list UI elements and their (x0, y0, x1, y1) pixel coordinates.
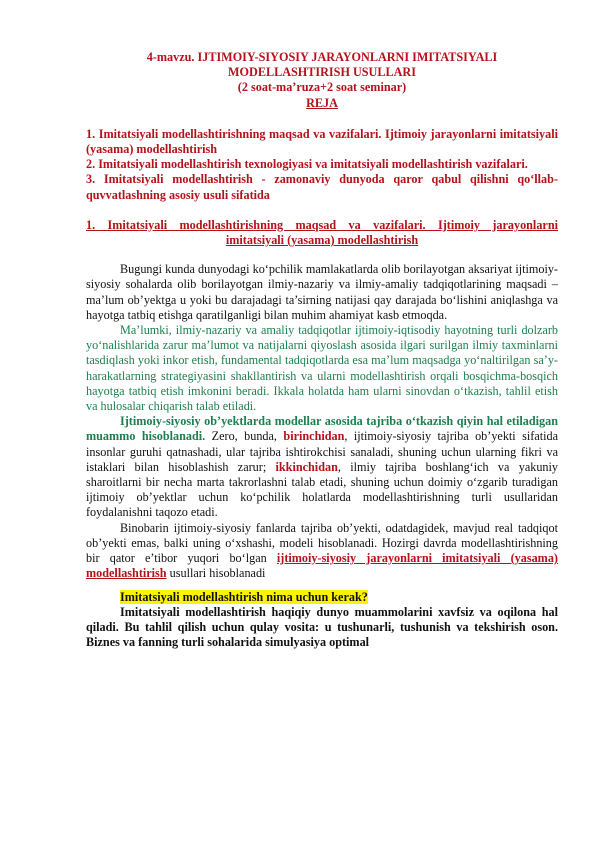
section-1-title-line1: 1. Imitatsiyali modellashtirishning maqsad va vazifalari. Ijtimoiy jarayonlarni (86, 217, 558, 232)
birinchidan-word: birinchidan (283, 429, 345, 444)
paragraph-5: Imitatsiyali modellashtirish haqiqiy dunyo muammolarini xavfsiz va oqilona hal qiladi. Bu tahlil qilish uchun qulay vosita: u tushunarli, tushunish va tekshirish oson. Biznes va fanning turli sohalarida simulyasiya optimal (86, 604, 558, 650)
highlight-block (120, 590, 558, 605)
paragraph-1: Bugungi kunda dunyodagi ko‘pchilik mamlakatlarda olib borilayotgan aksariyat ijtimoiy-siyosiy sohalarda olib borilayotgan ilmiy-nazariy va ilmiy-amaliy tadqiqotlarining maqsadi – ma’lum ob’yektga u yoki bu darajadagi ta’sirning natijasi qay darajada bo‘lishini aniqlashga va hayotga tatbiq etishga qaratilganligi bilan muhim ahamiyat kasb etmoqda. (86, 262, 558, 322)
paragraph-4 (86, 521, 558, 582)
highlighted-question: Imitatsiyali modellashtirish nima uchun kerak? (120, 589, 368, 604)
section-1-title-line2: imitatsiyali (yasama) modellashtirish (225, 233, 419, 248)
paragraph-3-text-a: Zero, bunda, (205, 429, 284, 444)
section-1-title (86, 218, 558, 248)
topic-title-line1: 4-mavzu. IJTIMOIY-SIYOSIY JARAYONLARNI IMITATSIYALI (146, 50, 498, 64)
paragraph-3-lead: Ijtimoiy-siyosiy ob’yektlarda modellar asosida tajriba o‘tkazish qiyin hal etiladigan muammo hisoblanadi. (86, 414, 558, 444)
ikkinchidan-word: ikkinchidan (275, 459, 338, 474)
plan-item-3: 3. Imitatsiyali modellashtirish - zamonaviy dunyoda qaror qabul qilishni qo‘llab-quvvatlashning asosiy usuli sifatida (86, 172, 558, 202)
topic-title-line2: MODELLASHTIRISH USULLARI (228, 65, 416, 80)
paragraph-4-text-b: usullari hisoblanadi (166, 566, 266, 581)
plan-heading: REJA (306, 95, 338, 110)
plan-item-1: 1. Imitatsiyali modellashtirishning maqsad va vazifalari. Ijtimoiy jarayonlarni imitatsiyali (yasama) modellashtirish (86, 126, 558, 157)
paragraph-2: Ma’lumki, ilmiy-nazariy va amaliy tadqiqotlar ijtimoiy-iqtisodiy hayotning turli dolzarb yo‘nalishlarida zarur ma’lumot va natijalarni qiyoslash asosida ilgari surilgan ilmiy taxminlarni tasdiqlash yoki inkor etish, fundamental tadqiqotlarda esa ma’lum maqsadga yo‘naltirilgan sa’y-harakatlarning strategiyasini shakllantirish va ularni modellashtirish orqali bosqichma-bosqich hayotga tatbiq etish imkonini beradi. Ikkala holatda ham ularni sinovdan o‘tkazish, tahlil etish va hulosalar chiqarish talab etiladi. (86, 323, 558, 414)
paragraph-3-text-b: , ijtimoiy-siyosiy tajriba ob’yekti sifatida insonlar guruhi qatnashadi, ular tajriba ishtirokchisi sanaladi, shuning uchun ularning fikri va istaklari bilan hisoblashish zarur; (86, 429, 559, 474)
imitation-modeling-link[interactable]: ijtimoiy-siyosiy jarayonlarni imitatsiyali (yasama) modellashtirish (86, 551, 558, 581)
plan-item-2: 2. Imitatsiyali modellashtirish texnologiyasi va imitatsiyali modellashtirish vazifalari. (86, 157, 528, 172)
hours-note: (2 soat-ma’ruza+2 soat seminar) (237, 80, 407, 95)
paragraph-4-text-a: Binobarin ijtimoiy-siyosiy fanlarda tajriba ob’yekti, odatdagidek, mavjud real tadqiqot ob’yekti emas, balki uning o‘xshashi, modeli hisoblanadi. Hozirgi davrda modellashtirishning bir qator e’tibor yuqori bo‘lgan (86, 520, 558, 566)
paragraph-3 (86, 414, 558, 520)
document-header (86, 50, 558, 111)
plan-list (86, 127, 558, 203)
paragraph-3-text-c: , ilmiy tajriba boshlang‘ich va yakuniy sharoitlarni bir necha marta takrorlashni talab etadi, shuning uchun doimiy o‘zgarib turadigan ijtimoiy ob’yektlar uchun ko‘pchilik holatlarda modellashtirishning turli usullaridan foydalanishni taqozo etadi. (86, 459, 558, 520)
